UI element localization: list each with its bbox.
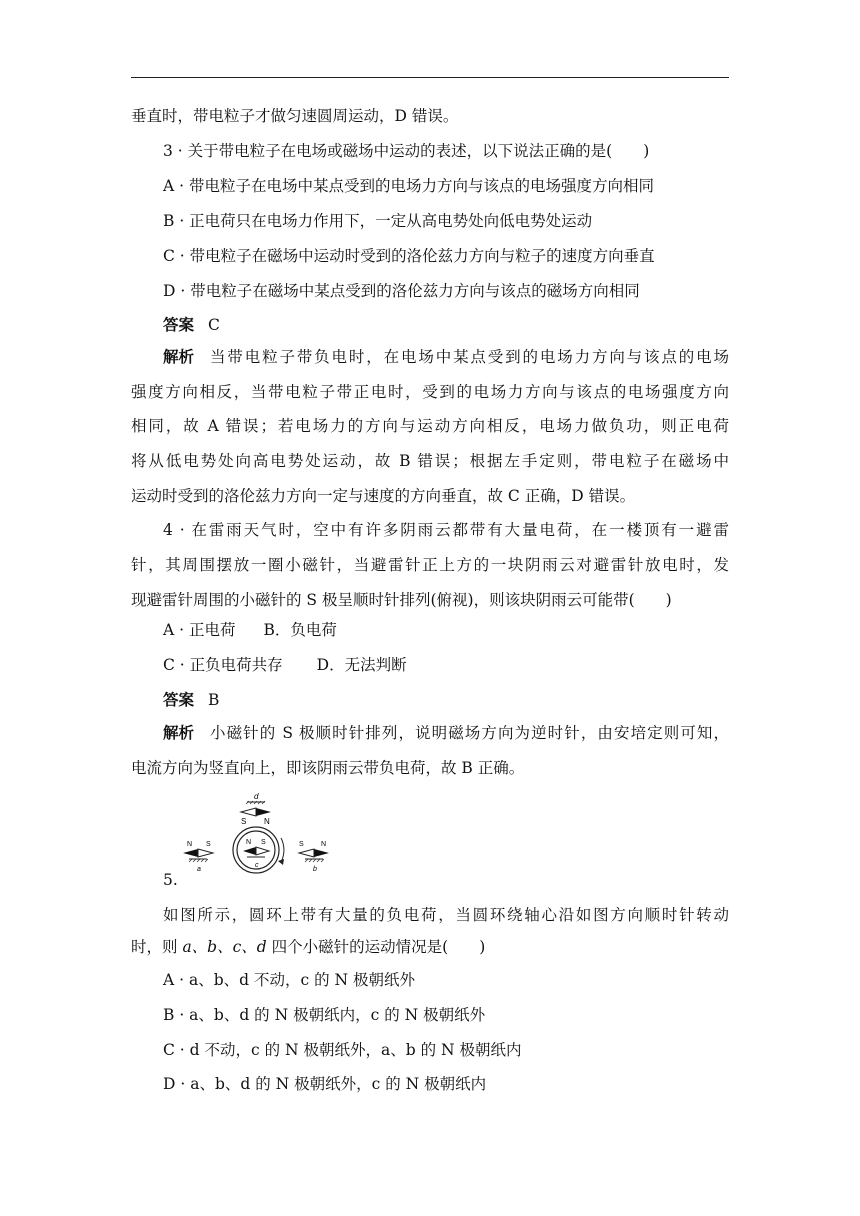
q4-answer-label: 答案 bbox=[163, 690, 195, 709]
svg-text:S: S bbox=[261, 839, 266, 846]
q3-option-b: B · 正电荷只在电场力作用下，一定从高电势处向低电势处运动 bbox=[163, 212, 593, 230]
q4-analysis-line-1: 解析 小磁针的 S 极顺时针排列，说明磁场方向为逆时针，由安培定则可知， bbox=[163, 721, 729, 745]
svg-text:c: c bbox=[255, 862, 259, 869]
needle-a-s-half bbox=[198, 849, 213, 857]
q5-stem-line-2: 时，则 a、b、c、d 四个小磁针的运动情况是( ) bbox=[131, 938, 486, 956]
q4-analysis-label: 解析 bbox=[163, 723, 195, 742]
q4-option-c: C · 正负电荷共存 bbox=[163, 656, 283, 674]
q4-stem-line-3: 现避雷针周围的小磁针的 S 极呈顺时针排列(俯视)，则该块阴雨云可能带( ) bbox=[131, 591, 672, 609]
svg-text:a: a bbox=[197, 866, 201, 873]
q3-analysis-line-3: 相同，故 A 错误；若电场力的方向与运动方向相反，电场力做负功，则正电荷 bbox=[131, 417, 729, 435]
needle-b bbox=[299, 841, 329, 873]
q5-option-c: C · d 不动，c 的 N 极朝纸外，a、b 的 N 极朝纸内 bbox=[163, 1041, 522, 1059]
svg-text:N: N bbox=[187, 841, 193, 848]
q5-option-d: D · a、b、d 的 N 极朝纸外，c 的 N 极朝纸内 bbox=[163, 1075, 487, 1093]
svg-text:N: N bbox=[321, 841, 327, 848]
q4-options-row-2 bbox=[163, 653, 407, 677]
needle-c-s-half bbox=[256, 847, 269, 855]
q4-answer-value: B bbox=[208, 691, 220, 709]
needle-c bbox=[243, 839, 269, 869]
q5-option-b: B · a、b、d 的 N 极朝纸内，c 的 N 极朝纸外 bbox=[163, 1006, 486, 1024]
q4-stem-line-1: 4 · 在雷雨天气时，空中有许多阴雨云都带有大量电荷，在一楼顶有一避雷 bbox=[163, 521, 729, 539]
q4-stem-line-2: 针，其周围摆放一圈小磁针，当避雷针正上方的一块阴雨云对避雷针放电时，发 bbox=[131, 556, 729, 574]
q3-analysis-line-2: 强度方向相反，当带电粒子带正电时，受到的电场力方向与该点的电场强度方向 bbox=[131, 383, 729, 401]
needle-d-s-half bbox=[241, 808, 256, 816]
q4-option-d: D．无法判断 bbox=[316, 656, 407, 674]
q3-analysis-line-5: 运动时受到的洛伦兹力方向一定与速度的方向垂直，故 C 正确，D 错误。 bbox=[131, 487, 636, 505]
svg-text:S: S bbox=[241, 817, 247, 826]
svg-text:d: d bbox=[254, 792, 259, 801]
rotation-arrow bbox=[281, 838, 284, 862]
needle-d bbox=[241, 792, 271, 826]
q3-analysis-line-1: 解析 当带电粒子带负电时，在电场中某点受到的电场力方向与该点的电场 bbox=[163, 345, 729, 369]
q5-number: 5. bbox=[163, 871, 178, 889]
q3-analysis-line-4: 将从低电势处向高电势处运动，故 B 错误；根据左手定则，带电粒子在磁场中 bbox=[131, 452, 729, 470]
needle-b-n-half bbox=[314, 849, 329, 857]
q5-figure bbox=[171, 790, 341, 880]
q3-analysis-label: 解析 bbox=[163, 347, 195, 366]
q4-options-row-1 bbox=[163, 618, 337, 642]
q5-stem-vars: a、b、c、d bbox=[182, 938, 267, 956]
svg-text:S: S bbox=[206, 841, 211, 848]
q3-option-d: D · 带电粒子在磁场中某点受到的洛伦兹力方向与该点的磁场方向相同 bbox=[163, 282, 640, 300]
q3-answer bbox=[163, 313, 220, 337]
needle-a bbox=[183, 841, 213, 873]
svg-text:N: N bbox=[246, 839, 252, 846]
svg-text:b: b bbox=[313, 866, 317, 873]
previous-answer-tail: 垂直时，带电粒子才做匀速圆周运动，D 错误。 bbox=[131, 107, 459, 125]
svg-text:S: S bbox=[299, 841, 304, 848]
q5-stem-line-1: 如图所示，圆环上带有大量的负电荷，当圆环绕轴心沿如图方向顺时针转动 bbox=[163, 906, 729, 924]
needle-b-s-half bbox=[299, 849, 314, 857]
header-rule bbox=[131, 77, 729, 78]
needle-a-n-half bbox=[183, 849, 198, 857]
needle-c-n-half bbox=[243, 847, 256, 855]
q4-analysis-line-2: 电流方向为竖直向上，即该阴雨云带负电荷，故 B 正确。 bbox=[131, 759, 525, 777]
q3-answer-label: 答案 bbox=[163, 315, 195, 334]
q4-option-a: A · 正电荷 bbox=[163, 621, 236, 639]
q3-answer-value: C bbox=[208, 316, 220, 334]
needle-d-n-half bbox=[256, 808, 271, 816]
svg-text:N: N bbox=[264, 817, 270, 826]
q5-option-a: A · a、b、d 不动，c 的 N 极朝纸外 bbox=[163, 971, 416, 989]
q4-option-b: B．负电荷 bbox=[263, 621, 337, 639]
q4-answer bbox=[163, 688, 219, 712]
q3-option-a: A · 带电粒子在电场中某点受到的电场力方向与该点的电场强度方向相同 bbox=[163, 177, 654, 195]
q3-stem: 3 · 关于带电粒子在电场或磁场中运动的表述，以下说法正确的是( ) bbox=[163, 142, 650, 160]
q3-option-c: C · 带电粒子在磁场中运动时受到的洛伦兹力方向与粒子的速度方向垂直 bbox=[163, 247, 655, 265]
rotation-arrowhead bbox=[278, 859, 284, 865]
